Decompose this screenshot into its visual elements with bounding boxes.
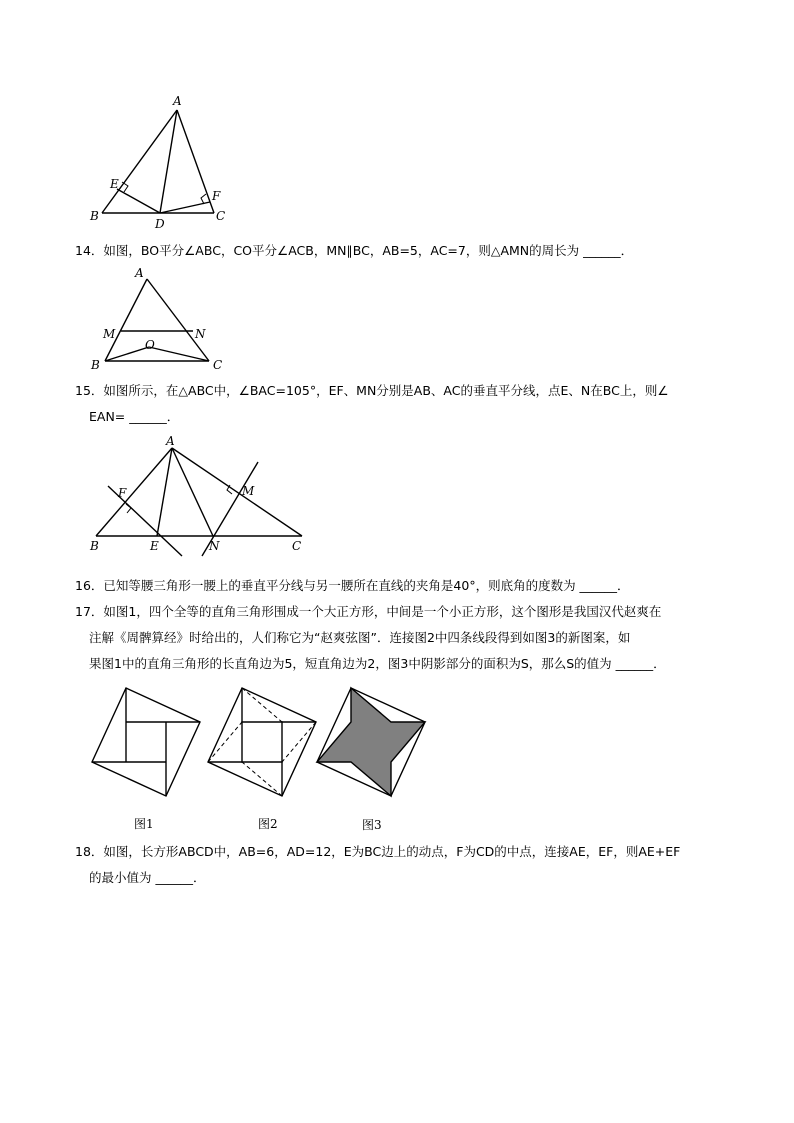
label-c: C (292, 539, 302, 553)
label-a: A (135, 266, 144, 280)
label-a: A (166, 434, 175, 448)
figure-17-1 (90, 686, 205, 801)
question-17-line-2: 注解《周髀算经》时给出的，人们称它为“赵爽弦图”．连接图2中四条线段得到如图3的新图案，如 (89, 630, 631, 645)
label-d: D (155, 217, 165, 231)
caption-figure-3: 图3 (362, 818, 382, 832)
label-b: B (91, 358, 100, 372)
label-f: F (212, 189, 221, 203)
question-16 (75, 573, 725, 599)
question-18 (75, 839, 725, 891)
caption-figure-1: 图1 (134, 817, 154, 831)
figure-17-2 (206, 686, 321, 801)
question-15-line-2: EAN= ______． (89, 409, 180, 424)
figure-17-3 (315, 686, 430, 801)
question-17-line-3: 果图1中的直角三角形的长直角边为5，短直角边为2，图3中阴影部分的面积为S，那么S的值为 ______． (89, 656, 666, 671)
question-15 (75, 378, 725, 430)
figure-q15 (80, 432, 310, 557)
label-m: M (103, 327, 116, 341)
question-17-line-1: 17．如图1，四个全等的直角三角形围成一个大正方形，中间是一个小正方形，这个图形是我国汉代赵爽在 (75, 604, 662, 619)
label-b: B (90, 209, 99, 223)
question-18-line-2: 的最小值为 ______． (89, 870, 206, 885)
caption-figure-2: 图2 (258, 817, 278, 831)
figure-q13 (80, 92, 240, 232)
figure-q14 (85, 265, 235, 375)
label-e: E (110, 177, 119, 191)
question-14-text: 14．如图，BO平分∠ABC，CO平分∠ACB，MN∥BC，AB=5，AC=7，则△AMN的周长为 ______． (75, 243, 634, 258)
label-f: F (118, 486, 127, 500)
label-n: N (209, 539, 220, 553)
question-16-text: 16．已知等腰三角形一腰上的垂直平分线与另一腰所在直线的夹角是40°，则底角的度数为 ______． (75, 578, 630, 593)
question-17 (75, 599, 725, 677)
label-c: C (216, 209, 226, 223)
question-15-line-1: 15．如图所示，在△ABC中，∠BAC=105°，EF、MN分别是AB、AC的垂直平分线，点E、N在BC上，则∠ (75, 383, 669, 398)
question-14 (75, 238, 725, 264)
label-c: C (213, 358, 223, 372)
label-m: M (242, 484, 255, 498)
label-o: O (145, 338, 155, 352)
label-n: N (195, 327, 206, 341)
question-18-line-1: 18．如图，长方形ABCD中，AB=6，AD=12，E为BC边上的动点，F为CD的中点，连接AE，EF，则AE+EF (75, 844, 681, 859)
label-b: B (90, 539, 99, 553)
label-a: A (173, 94, 182, 108)
label-e: E (150, 539, 159, 553)
